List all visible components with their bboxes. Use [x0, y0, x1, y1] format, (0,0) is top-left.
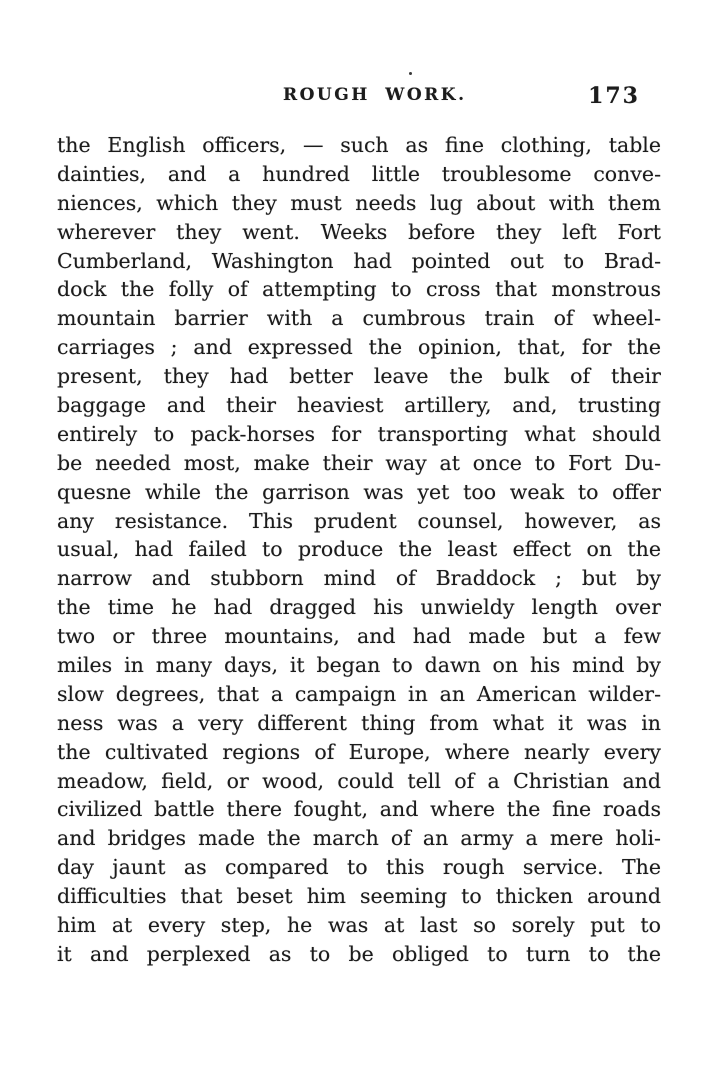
scan-speck — [409, 72, 412, 75]
text-line: baggage and their heaviest artillery, and, trusting — [57, 393, 661, 418]
text-line: narrow and stubborn mind of Braddock ; but by — [57, 566, 661, 591]
text-line: it and perplexed as to be obliged to turn to the — [57, 941, 661, 966]
text-line: entirely to pack-horses for transporting what should — [57, 421, 661, 446]
text-line: quesne while the garrison was yet too weak to offer — [57, 479, 661, 504]
text-line: dainties, and a hundred little troublesome conve- — [57, 161, 661, 186]
text-line: civilized battle there fought, and where the fine roads — [57, 797, 661, 822]
text-line: dock the folly of attempting to cross that monstrous — [57, 277, 661, 302]
text-line: slow degrees, that a campaign in an American wilder- — [57, 681, 661, 706]
page-number: 173 — [588, 83, 640, 109]
text-line: the time he had dragged his unwieldy length over — [57, 595, 661, 620]
text-line: ness was a very different thing from what it was in — [57, 710, 661, 735]
running-title: ROUGH WORK. — [283, 85, 467, 105]
text-line: any resistance. This prudent counsel, however, as — [57, 508, 661, 533]
body-text — [57, 131, 661, 969]
text-line: him at every step, he was at last so sorely put to — [57, 913, 661, 938]
text-line: difficulties that beset him seeming to thicken around — [57, 884, 661, 909]
text-line: and bridges made the march of an army a mere holi- — [57, 826, 661, 851]
text-line: Cumberland, Washington had pointed out to Brad- — [57, 248, 661, 273]
text-line: two or three mountains, and had made but a few — [57, 624, 661, 649]
text-line: the English officers, — such as fine clothing, table — [57, 133, 661, 157]
text-line: present, they had better leave the bulk of their — [57, 364, 661, 389]
text-line: meadow, field, or wood, could tell of a Christian and — [57, 768, 661, 793]
text-line: usual, had failed to produce the least effect on the — [57, 537, 661, 562]
text-line: carriages ; and expressed the opinion, that, for the — [57, 335, 661, 360]
text-line: niences, which they must needs lug about with them — [57, 190, 661, 215]
page-header — [0, 83, 720, 107]
text-line: wherever they went. Weeks before they left Fort — [57, 219, 661, 244]
text-line: day jaunt as compared to this rough service. The — [57, 855, 661, 880]
text-line: miles in many days, it began to dawn on his mind by — [57, 653, 661, 678]
text-line: be needed most, make their way at once to Fort Du- — [57, 450, 661, 475]
text-line: the cultivated regions of Europe, where nearly every — [57, 739, 661, 764]
text-line: mountain barrier with a cumbrous train of wheel- — [57, 306, 661, 331]
